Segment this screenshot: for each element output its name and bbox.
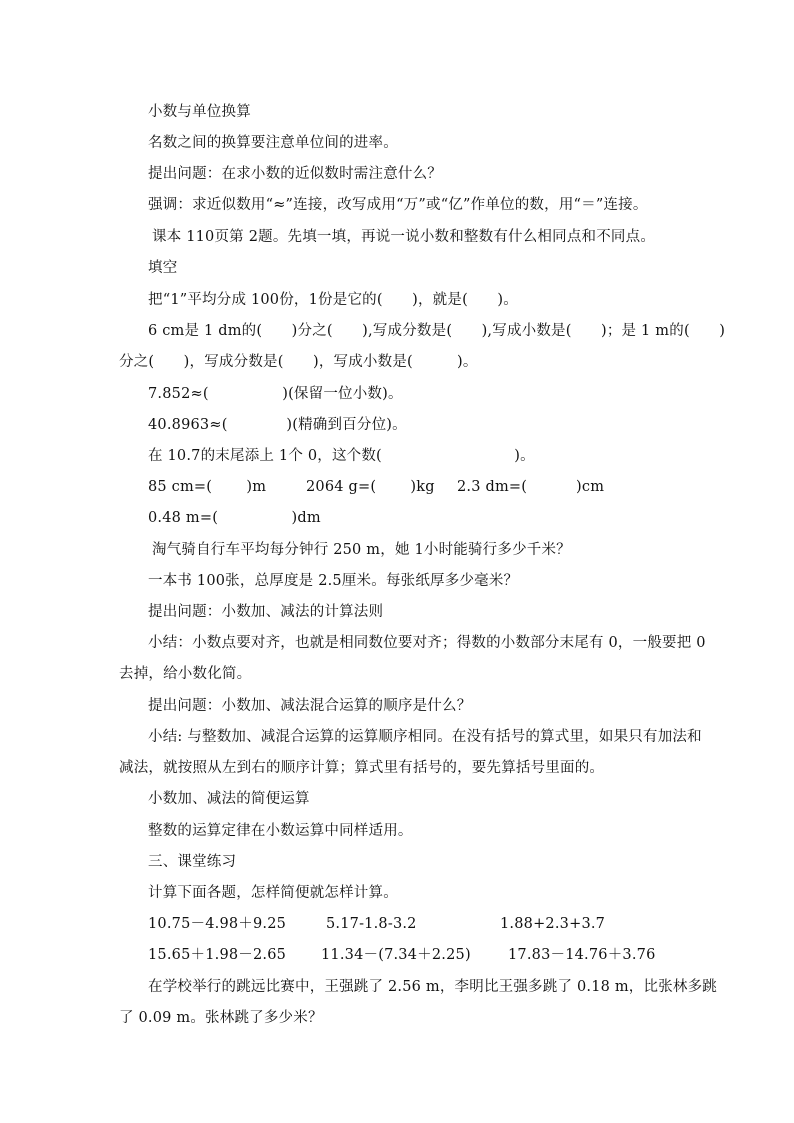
conversion-item: 0.48 m=( )dm	[148, 510, 321, 526]
calc-expression: 11.34－(7.34＋2.25)	[321, 947, 471, 963]
conversion-row	[0, 477, 794, 497]
calc-expression: 1.88+2.3+3.7	[500, 916, 606, 932]
conversion-item: 2.3 dm=( )cm	[457, 479, 605, 495]
word-problem: 淘气骑自行车平均每分钟行 250 m，她 1小时能骑行多少千米？	[152, 542, 571, 558]
calc-expression: 10.75－4.98＋9.25	[148, 916, 287, 932]
section-heading-simplified-calc: 小数加、减法的简便运算	[148, 791, 310, 807]
word-problem: 在学校举行的跳远比赛中，王强跳了 2.56 m，李明比王强多跳了 0.18 m，比张林多跳	[148, 979, 718, 995]
fill-blank-item: 40.8963≈( )(精确到百分位)。	[148, 417, 407, 433]
question-line: 提出问题：在求小数的近似数时需注意什么？	[148, 166, 442, 182]
calc-row	[0, 914, 794, 934]
text-line: 名数之间的换算要注意单位间的进率。	[148, 135, 398, 151]
section-heading-classroom-practice: 三、课堂练习	[148, 854, 237, 870]
exercise-instruction: 课本 110页第 2题。先填一填，再说一说小数和整数有什么相同点和不同点。	[152, 229, 656, 245]
text-line: 整数的运算定律在小数运算中同样适用。	[148, 823, 413, 839]
summary-line-continued: 去掉，给小数化简。	[119, 666, 252, 682]
summary-line: 小结: 与整数加、减混合运算的运算顺序相同。在没有括号的算式里，如果只有加法和	[148, 729, 702, 745]
fill-blank-item-continued: 分之( )，写成分数是( )，写成小数是( )。	[119, 354, 478, 370]
fill-blank-item: 6 cm是 1 dm的( )分之( ),写成分数是( ),写成小数是( )；是 1 m的( )	[148, 323, 726, 339]
question-line: 提出问题：小数加、减法混合运算的顺序是什么？	[148, 698, 472, 714]
section-heading-fill-in: 填空	[148, 260, 178, 276]
calc-expression: 5.17-1.8-3.2	[326, 916, 417, 932]
emphasis-line: 强调：求近似数用“≈”连接，改写成用“万”或“亿”作单位的数，用“＝”连接。	[148, 197, 648, 213]
word-problem-continued: 了 0.09 m。张林跳了多少米？	[119, 1010, 323, 1026]
fill-blank-item: 在 10.7的末尾添上 1个 0，这个数( )。	[148, 448, 535, 464]
word-problem: 一本书 100张，总厚度是 2.5厘米。每张纸厚多少毫米？	[148, 573, 519, 589]
calc-row	[0, 945, 794, 965]
conversion-item: 85 cm=( )m	[148, 479, 267, 495]
fill-blank-item: 把“1”平均分成 100份，1份是它的( )，就是( )。	[148, 292, 518, 308]
calc-expression: 17.83－14.76＋3.76	[508, 947, 656, 963]
exercise-instruction: 计算下面各题，怎样简便就怎样计算。	[148, 885, 398, 901]
fill-blank-item: 7.852≈( )(保留一位小数)。	[148, 386, 403, 402]
summary-line: 小结：小数点要对齐，也就是相同数位要对齐；得数的小数部分末尾有 0，一般要把 0	[148, 635, 706, 651]
conversion-item: 2064 g=( )kg	[306, 479, 435, 495]
calc-expression: 15.65＋1.98－2.65	[148, 947, 287, 963]
summary-line-continued: 减法，就按照从左到右的顺序计算；算式里有括号的，要先算括号里面的。	[119, 760, 605, 776]
section-heading-decimal-unit-conversion: 小数与单位换算	[148, 104, 251, 120]
question-line: 提出问题：小数加、减法的计算法则	[148, 604, 384, 620]
